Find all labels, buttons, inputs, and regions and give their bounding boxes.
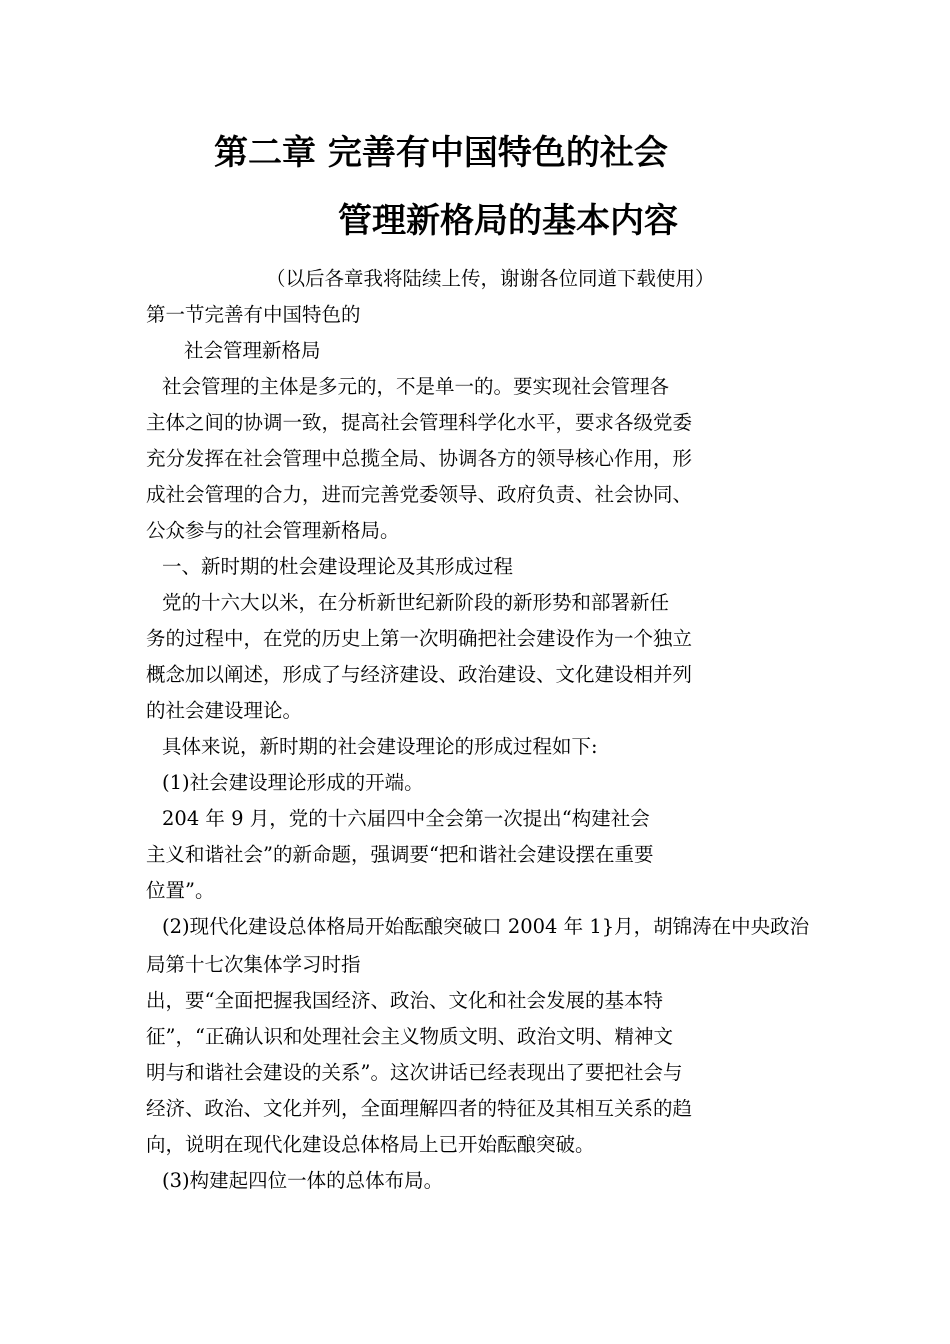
subheading: 一、新时期的杜会建设理论及其形成过程 <box>162 555 514 578</box>
section-heading-line-1: 第一节完善有中国特色的 <box>146 303 361 326</box>
paragraph-line: 主义和谐社会”的新命题，强调要“把和谐社会建设摆在重要 <box>146 843 654 866</box>
upload-note: （以后各章我将陆续上传，谢谢各位同道下载使用） <box>266 267 715 290</box>
paragraph-line: 征”，“正确认识和处理社会主义物质文明、政治文明、精神文 <box>146 1025 673 1048</box>
paragraph-line: 务的过程中，在党的历史上第一次明确把社会建设作为一个独立 <box>146 627 693 650</box>
paragraph-line: 成社会管理的合力，进而完善党委领导、政府负责、社会协同、 <box>146 483 693 506</box>
list-item: (2)现代化建设总体格局开始酝酿突破口 2004 年 1}月，胡锦涛在中央政治 <box>162 915 810 938</box>
paragraph-line: 的社会建设理论。 <box>146 699 303 722</box>
chapter-title-line-2: 管理新格局的基本内容 <box>338 201 678 241</box>
paragraph-line: 明与和谐社会建设的关系”。这次讲话已经表现出了要把社会与 <box>146 1061 683 1084</box>
paragraph-line: 局第十七次集体学习时指 <box>146 953 361 976</box>
paragraph-line: 具体来说，新时期的社会建设理论的形成过程如下: <box>162 735 598 758</box>
paragraph-line: 社会管理的主体是多元的，不是单一的。要实现社会管理各 <box>162 375 670 398</box>
chapter-title-line-1: 第二章 完善有中国特色的社会 <box>214 133 668 173</box>
paragraph-line: 204 年 9 月，党的十六届四中全会第一次提出“构建社会 <box>162 807 650 830</box>
list-item: (1)社会建设理论形成的开端。 <box>162 771 424 794</box>
paragraph-line: 经济、政治、文化并列，全面理解四者的特征及其相互关系的趋 <box>146 1097 693 1120</box>
paragraph-line: 充分发挥在社会管理中总揽全局、协调各方的领导核心作用，形 <box>146 447 693 470</box>
paragraph-line: 公众参与的社会管理新格局。 <box>146 519 400 542</box>
paragraph-line: 出，要“全面把握我国经济、政治、文化和社会发展的基本特 <box>146 989 663 1012</box>
list-item: (3)构建起四位一体的总体布局。 <box>162 1169 444 1192</box>
paragraph-line: 党的十六大以米，在分析新世纪新阶段的新形势和部署新任 <box>162 591 670 614</box>
section-heading-line-2: 社会管理新格局 <box>184 339 321 362</box>
paragraph-line: 主体之间的协调一致，提高社会管理科学化水平，要求各级党委 <box>146 411 693 434</box>
paragraph-line: 位置”。 <box>146 879 215 902</box>
paragraph-line: 向，说明在现代化建设总体格局上已开始酝酿突破。 <box>146 1133 595 1156</box>
paragraph-line: 概念加以阐述，形成了与经济建设、政治建设、文化建设相并列 <box>146 663 693 686</box>
